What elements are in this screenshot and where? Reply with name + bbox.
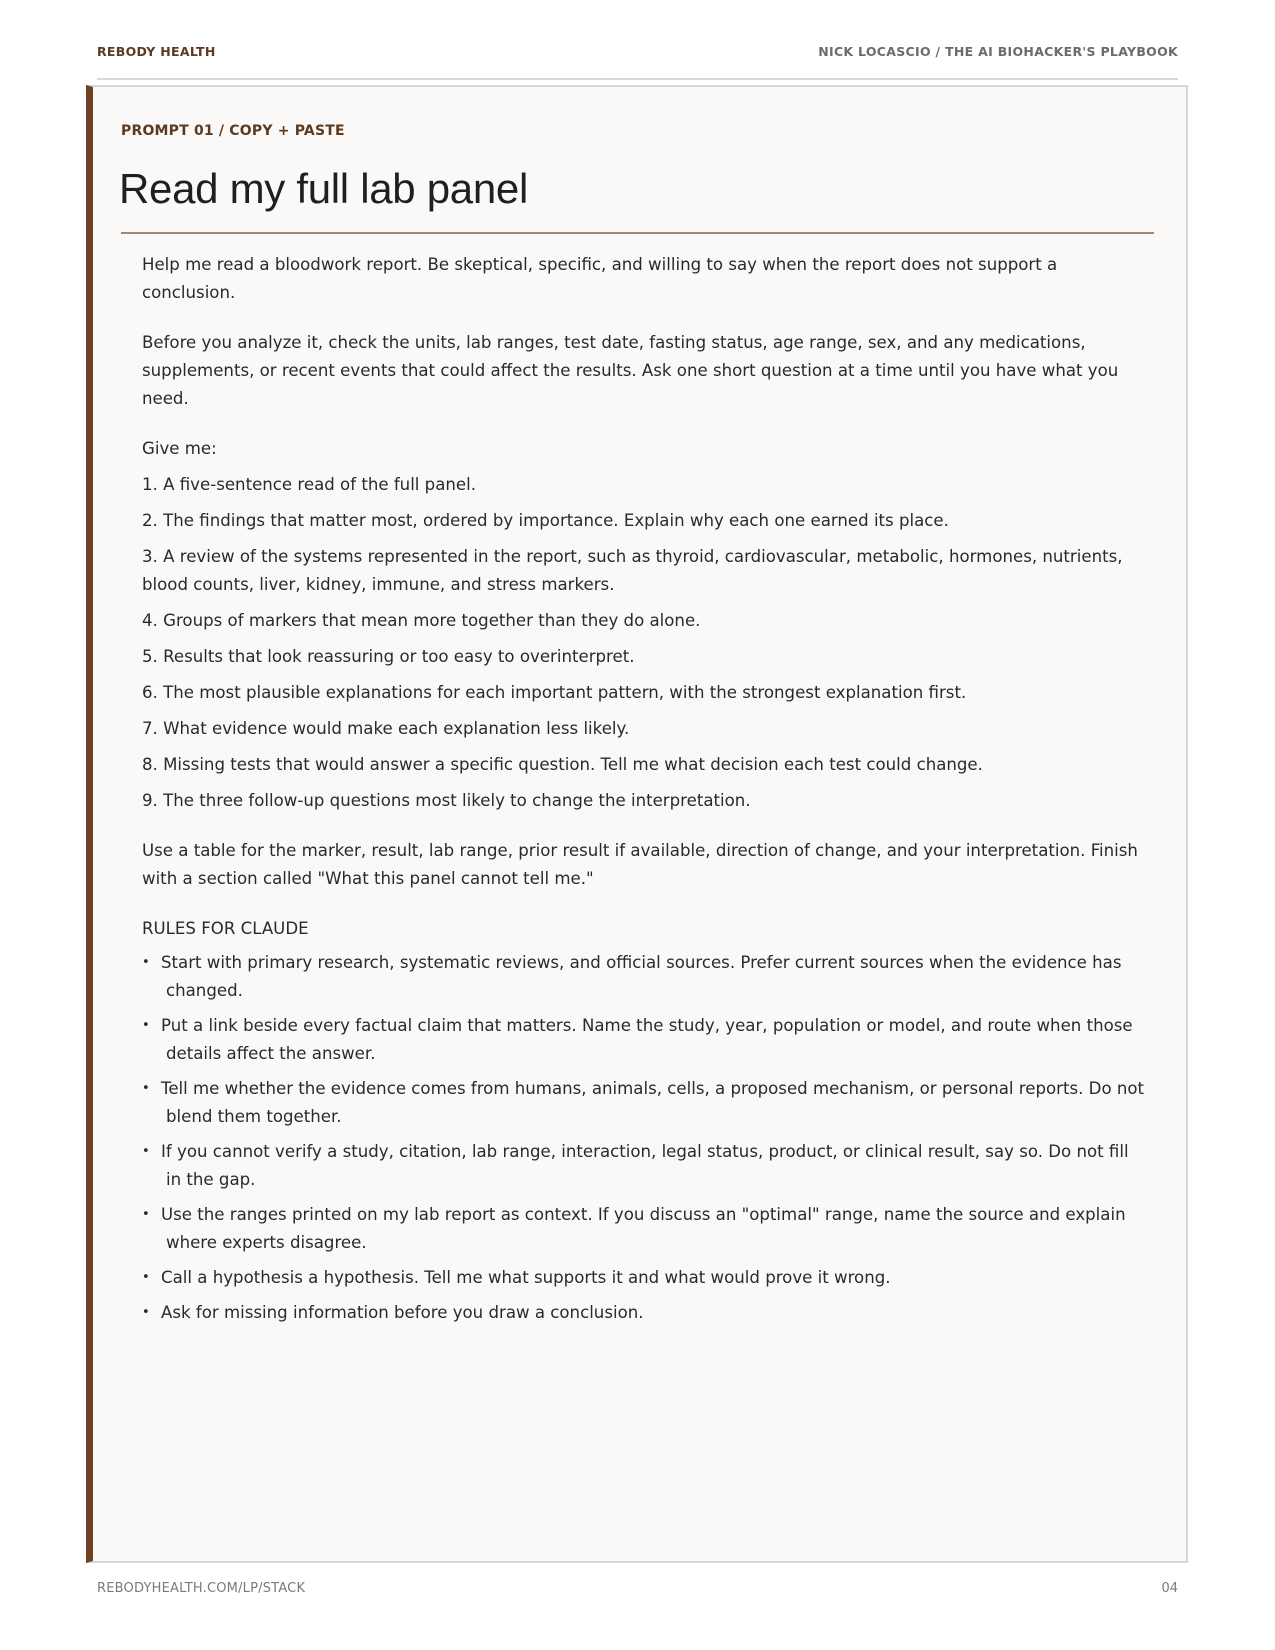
rule-item (142, 1138, 1146, 1194)
bullet-icon: • (142, 1207, 150, 1222)
prompt-card (86, 85, 1188, 1563)
request-item: 4. Groups of markers that mean more together than they do alone. (142, 611, 701, 630)
prompt-kicker: PROMPT 01 / COPY + PASTE (121, 123, 345, 139)
page-number: 04 (1161, 1581, 1178, 1596)
page-header (97, 38, 1178, 80)
rule-item (142, 1201, 1146, 1257)
intro-paragraph: Before you analyze it, check the units, lab ranges, test date, fasting status, age range, sex, and any medications, supplements, or recent events that could affect the results. Ask one short question at a time until you have what you need. (142, 333, 1119, 408)
rule-item (142, 949, 1146, 1005)
brand-name: REBODY HEALTH (97, 44, 216, 59)
rules-heading: RULES FOR CLAUDE (142, 919, 309, 938)
rule-item (142, 1012, 1146, 1068)
bullet-icon: • (142, 955, 150, 970)
request-list (142, 471, 1146, 815)
request-item: 5. Results that look reassuring or too easy to overinterpret. (142, 647, 635, 666)
closing-paragraph: Use a table for the marker, result, lab range, prior result if available, direction of change, and your interpretation. Finish with a section called "What this panel cannot tell me." (142, 841, 1138, 888)
rule-text: If you cannot verify a study, citation, lab range, interaction, legal status, product, or clinical result, say so. Do not fill in the gap. (161, 1142, 1129, 1189)
bullet-icon: • (142, 1144, 150, 1159)
intro-paragraph: Help me read a bloodwork report. Be skeptical, specific, and willing to say when the report does not support a conclusion. (142, 255, 1058, 302)
rule-text: Use the ranges printed on my lab report as context. If you discuss an "optimal" range, name the source and explain where experts disagree. (161, 1205, 1126, 1252)
request-item: 1. A five-sentence read of the full panel. (142, 475, 476, 494)
request-item: 3. A review of the systems represented in the report, such as thyroid, cardiovascular, metabolic, hormones, nutrients, blood counts, liver, kidney, immune, and stress markers. (142, 547, 1123, 594)
footer-url: REBODYHEALTH.COM/LP/STACK (97, 1581, 306, 1596)
give-me-label: Give me: (142, 439, 217, 458)
book-title: NICK LOCASCIO / THE AI BIOHACKER'S PLAYBOOK (818, 44, 1178, 59)
rule-text: Call a hypothesis a hypothesis. Tell me what supports it and what would prove it wrong. (161, 1268, 891, 1287)
bullet-icon: • (142, 1305, 150, 1320)
request-item: 9. The three follow-up questions most likely to change the interpretation. (142, 791, 751, 810)
rule-item (142, 1264, 1146, 1292)
rule-item (142, 1299, 1146, 1327)
rule-text: Tell me whether the evidence comes from humans, animals, cells, a proposed mechanism, or personal reports. Do not blend them together. (161, 1079, 1145, 1126)
rule-text: Ask for missing information before you draw a conclusion. (161, 1303, 644, 1322)
title-divider (121, 232, 1154, 234)
bullet-icon: • (142, 1081, 150, 1096)
rules-list (142, 949, 1146, 1327)
rule-text: Put a link beside every factual claim that matters. Name the study, year, population or model, and route when those details affect the answer. (161, 1016, 1133, 1063)
bullet-icon: • (142, 1018, 150, 1033)
rule-text: Start with primary research, systematic reviews, and official sources. Prefer current sources when the evidence has changed. (161, 953, 1122, 1000)
bullet-icon: • (142, 1270, 150, 1285)
request-item: 6. The most plausible explanations for each important pattern, with the strongest explanation first. (142, 683, 967, 702)
request-item: 2. The findings that matter most, ordered by importance. Explain why each one earned its place. (142, 511, 949, 530)
request-item: 8. Missing tests that would answer a specific question. Tell me what decision each test could change. (142, 755, 983, 774)
rule-item (142, 1075, 1146, 1131)
prompt-title: Read my full lab panel (119, 165, 528, 212)
prompt-body (142, 251, 1146, 1334)
request-item: 7. What evidence would make each explanation less likely. (142, 719, 630, 738)
